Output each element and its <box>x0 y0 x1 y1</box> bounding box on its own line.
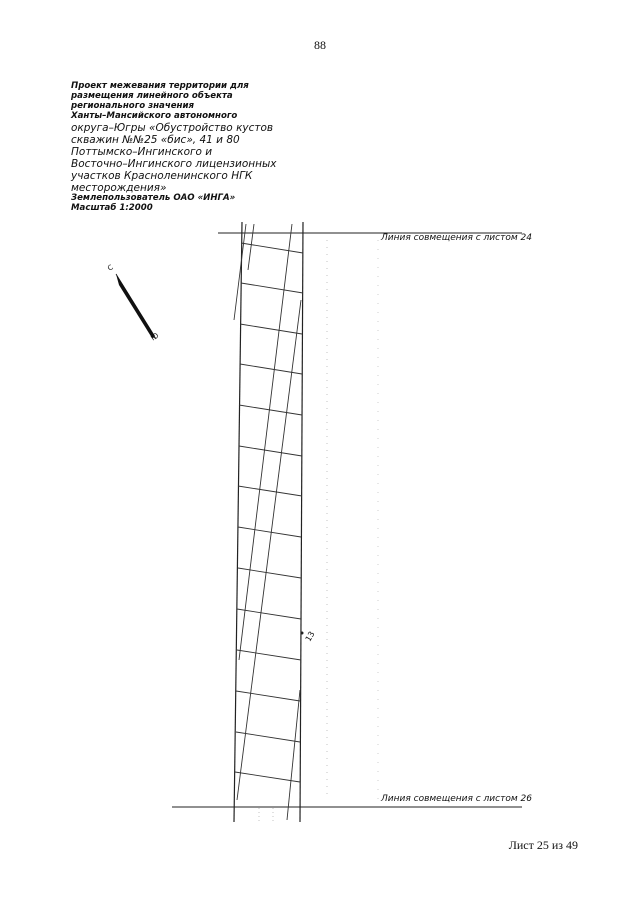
pipeline-line <box>248 224 254 270</box>
title-line: участков Красноленинского НГК <box>71 169 253 182</box>
pipeline-line <box>234 224 246 320</box>
pipeline-line <box>237 300 301 800</box>
north-arrow-icon <box>116 274 156 339</box>
title-line: регионального значения <box>71 100 195 111</box>
title-line: скважин №№25 «бис», 41 и 80 <box>71 133 240 146</box>
pipeline-line <box>239 224 292 660</box>
corridor-right-boundary <box>300 222 303 822</box>
title-line: месторождения» <box>71 181 167 194</box>
title-line: Поттымско–Ингинского и <box>71 145 213 158</box>
title-line: округа–Югры «Обустройство кустов <box>71 121 274 134</box>
pipeline-line <box>287 690 300 820</box>
title-line: размещения линейного объекта <box>71 90 233 101</box>
scale-line: Масштаб 1:2000 <box>71 202 153 213</box>
title-line: Ханты–Мансийского автономного <box>71 110 238 121</box>
top-combination-label: Линия совмещения с листом 24 <box>381 233 532 243</box>
title-line: Восточно–Ингинского лицензионных <box>71 157 277 170</box>
title-line: Проект межевания территории для <box>71 81 249 91</box>
north-label: С <box>106 263 115 273</box>
page-number: 88 <box>314 38 326 52</box>
survey-point-marker <box>301 632 304 635</box>
land-user-line: Землепользователь ОАО «ИНГА» <box>71 192 236 203</box>
bottom-combination-label: Линия совмещения с листом 26 <box>381 794 532 804</box>
corridor-hatching <box>235 243 303 782</box>
survey-point-label: 13 <box>303 629 317 644</box>
south-label: Ю <box>149 331 161 343</box>
sheet-counter: Лист 25 из 49 <box>508 838 578 852</box>
